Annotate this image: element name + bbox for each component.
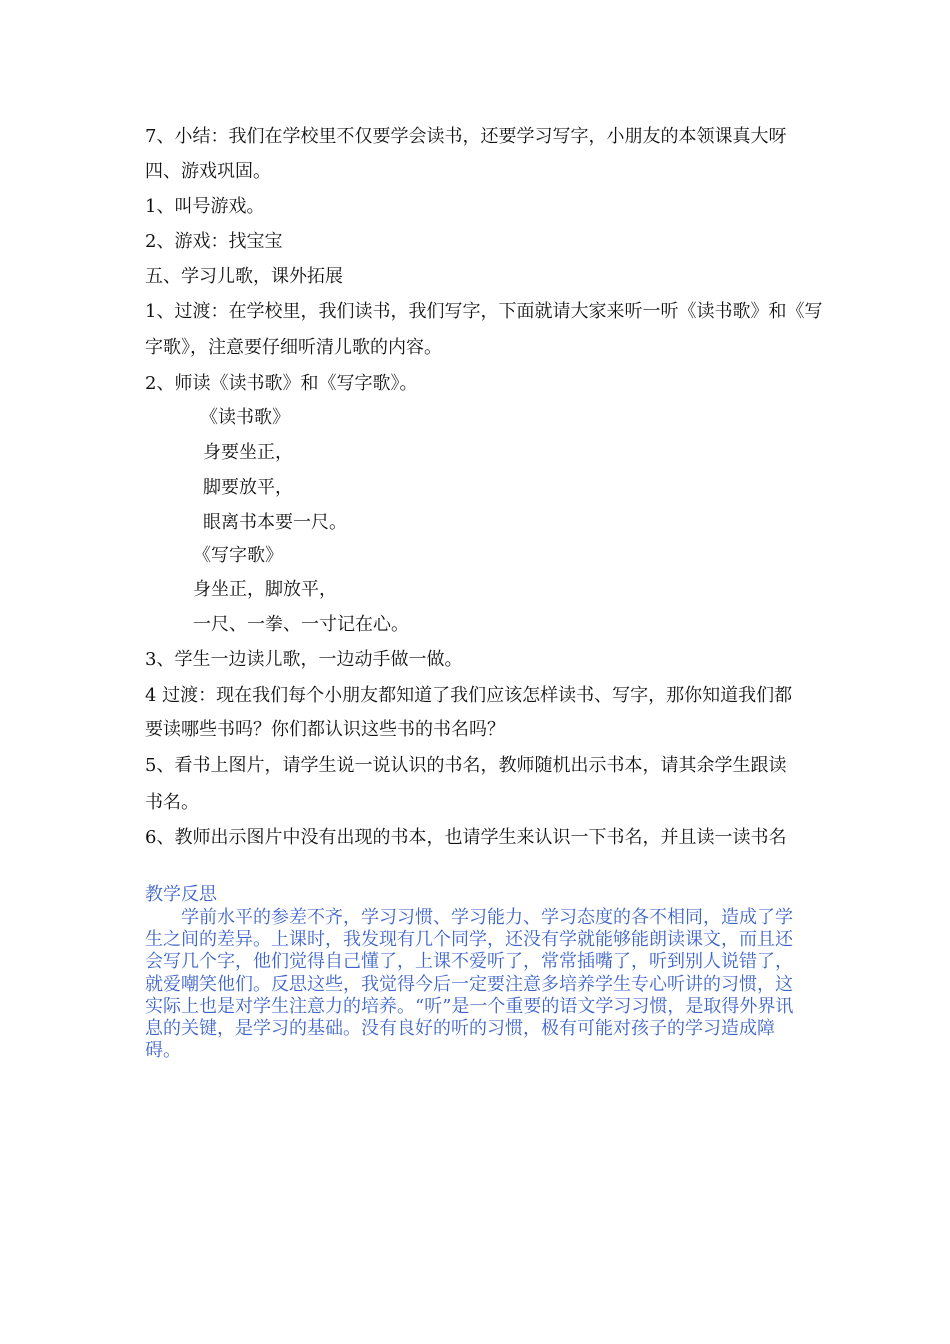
section-heading-5: 五、学习儿歌，课外拓展 — [145, 266, 343, 287]
poem-title: 《写字歌》 — [193, 545, 283, 566]
list-item-continuation: 书名。 — [145, 792, 199, 813]
list-item: 5、看书上图片，请学生说一说认识的书名，教师随机出示书本，请其余学生跟读 — [145, 755, 787, 776]
list-item: 2、师读《读书歌》和《写字歌》。 — [145, 373, 418, 394]
section-heading-4: 四、游戏巩固。 — [145, 161, 271, 182]
list-item-continuation: 要读哪些书吗？你们都认识这些书的书名吗？ — [145, 719, 505, 740]
list-item: 3、学生一边读儿歌，一边动手做一做。 — [145, 649, 463, 670]
reflection-title: 教学反思 — [145, 884, 217, 905]
poem-line: 眼离书本要一尺。 — [203, 512, 347, 533]
list-item: 2、游戏：找宝宝 — [145, 231, 283, 252]
reflection-paragraph: 学前水平的参差不齐，学习习惯、学习能力、学习态度的各不相同，造成了学生之间的差异。上课时，我发现有几个同学，还没有学就能够能朗读课文，而且还会写几个字，他们觉得自己懂了，上课不爱听了，常常插嘴了，听到别人说错了，就爱嘲笑他们。反思这些，我觉得今后一定要注意多培养学生专心听讲的习惯，这实际上也是对学生注意力的培养。“听”是一个重要的语文学习习惯，是取得外界讯息的关键，是学习的基础。没有良好的听的习惯，极有可能对孩子的学习造成障碍。 — [145, 907, 794, 1062]
poem-line: 身要坐正， — [203, 442, 293, 463]
list-item-continuation: 字歌》，注意要仔细听清儿歌的内容。 — [145, 337, 442, 358]
poem-line: 脚要放平， — [203, 477, 293, 498]
list-item: 4 过渡：现在我们每个小朋友都知道了我们应该怎样读书、写字，那你知道我们都 — [145, 685, 793, 706]
list-item: 1、过渡：在学校里，我们读书，我们写字，下面就请大家来听一听《读书歌》和《写 — [145, 301, 823, 322]
summary-line: 7、小结：我们在学校里不仅要学会读书，还要学习写字，小朋友的本领课真大呀 — [145, 126, 787, 147]
list-item: 1、叫号游戏。 — [145, 196, 265, 217]
list-item: 6、教师出示图片中没有出现的书本，也请学生来认识一下书名，并且读一读书名 — [145, 827, 787, 848]
poem-title: 《读书歌》 — [200, 407, 290, 428]
poem-line: 一尺、一拳、一寸记在心。 — [193, 614, 409, 635]
poem-line: 身坐正，脚放平， — [193, 579, 337, 600]
reflection-body — [145, 907, 810, 1062]
